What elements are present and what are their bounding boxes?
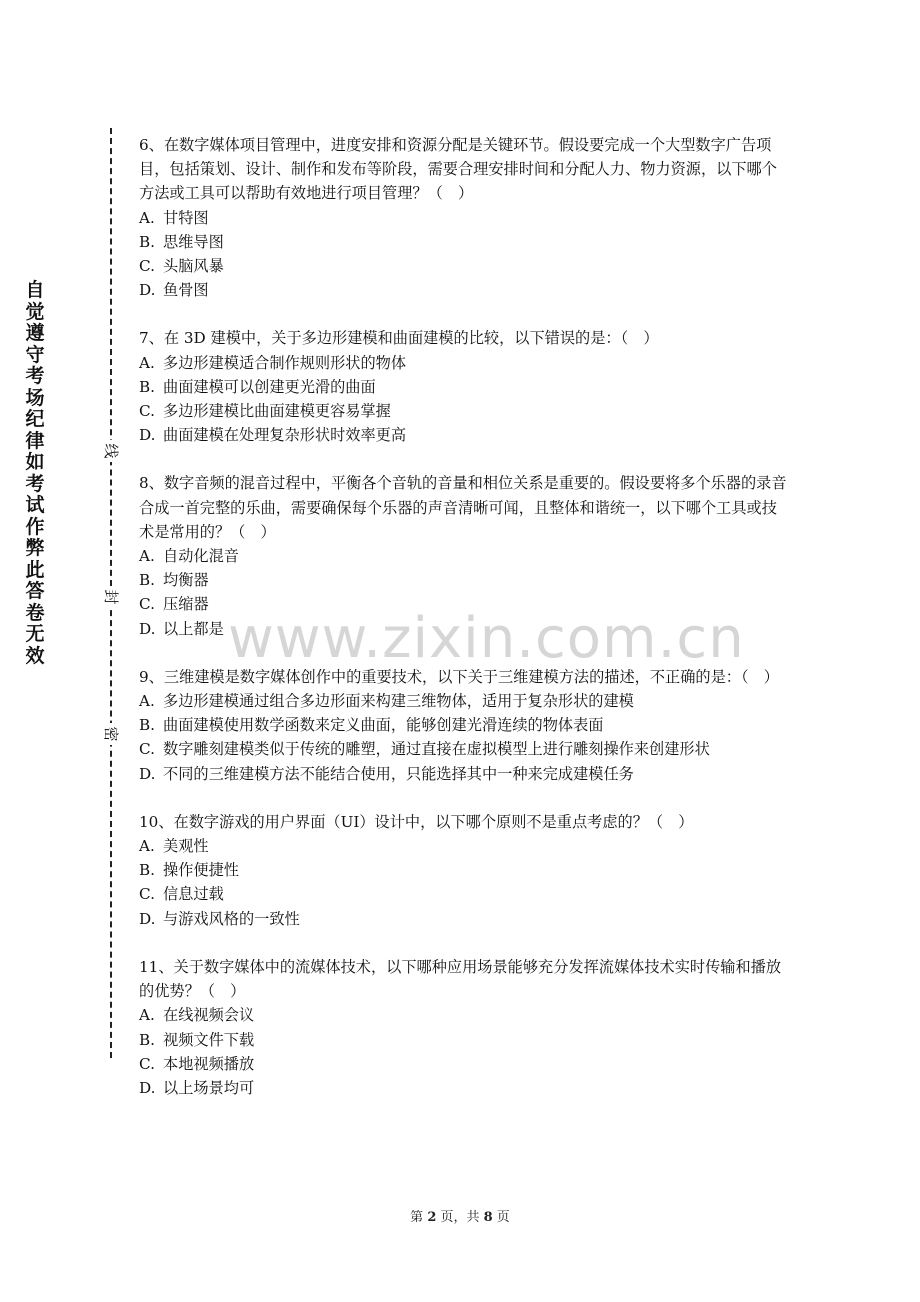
notice-char: 答 (25, 580, 45, 602)
answer-option (139, 858, 789, 882)
option-text: 压缩器 (163, 595, 209, 614)
option-text: 多边形建模通过组合多边形面来构建三维物体，适用于复杂形状的建模 (163, 692, 634, 711)
notice-char: 卷 (25, 601, 45, 624)
option-letter: D. (139, 426, 156, 445)
question-block (139, 471, 789, 640)
option-letter: A. (139, 692, 155, 711)
answer-option (139, 423, 789, 447)
answer-option (139, 762, 789, 786)
option-letter: B. (139, 571, 155, 590)
binding-mark-secret: 密 (100, 723, 122, 745)
option-letter: A. (139, 547, 155, 566)
notice-char: 效 (25, 644, 45, 667)
option-text: 多边形建模比曲面建模更容易掌握 (163, 402, 391, 421)
notice-char: 守 (25, 343, 45, 366)
notice-char: 考 (25, 365, 45, 387)
binding-mark-seal: 封 (100, 586, 122, 608)
question-stem: 11、关于数字媒体中的流媒体技术，以下哪种应用场景能够充分发挥流媒体技术实时传输和播放的优势？（ ） (139, 957, 782, 1001)
notice-char: 考 (25, 472, 45, 495)
answer-option (139, 689, 789, 713)
notice-char: 遵 (25, 322, 45, 344)
answer-option (139, 375, 789, 399)
option-letter: C. (139, 885, 155, 904)
answer-option (139, 617, 789, 641)
answer-option (139, 230, 789, 254)
option-text: 曲面建模在处理复杂形状时效率更高 (163, 426, 406, 445)
option-letter: A. (139, 1006, 155, 1025)
exam-discipline-notice (20, 280, 50, 667)
watermark: www.zixin.com.cn (228, 606, 745, 671)
option-text: 在线视频会议 (163, 1006, 255, 1025)
question-block (139, 665, 789, 786)
answer-option (139, 278, 789, 302)
option-letter: C. (139, 740, 155, 759)
answer-option (139, 399, 789, 423)
option-text: 头脑风暴 (163, 257, 224, 276)
option-text: 本地视频播放 (163, 1054, 255, 1073)
option-letter: D. (139, 909, 156, 928)
answer-option (139, 568, 789, 592)
option-text: 曲面建模使用数学函数来定义曲面，能够创建光滑连续的物体表面 (163, 716, 604, 735)
option-text: 操作便捷性 (163, 861, 239, 880)
binding-mark-line: 线 (100, 440, 122, 462)
answer-option (139, 592, 789, 616)
page-footer (0, 1206, 920, 1225)
option-letter: B. (139, 1030, 155, 1049)
option-text: 与游戏风格的一致性 (163, 909, 300, 928)
question-stem: 8、数字音频的混音过程中，平衡各个音轨的音量和相位关系是重要的。假设要将多个乐器的录音合成一首完整的乐曲，需要确保每个乐器的声音清晰可闻，且整体和谐统一，以下哪个工具或技术是常用的？（ ） (139, 474, 787, 541)
question-block (139, 810, 789, 931)
option-text: 曲面建模可以创建更光滑的曲面 (163, 377, 376, 396)
option-text: 视频文件下载 (163, 1030, 255, 1049)
question-stem: 7、在 3D 建模中，关于多边形建模和曲面建模的比较，以下错误的是：（ ） (139, 329, 659, 348)
option-text: 多边形建模适合制作规则形状的物体 (163, 353, 406, 372)
notice-char: 觉 (25, 300, 45, 323)
option-text: 数字雕刻建模类似于传统的雕塑，通过直接在虚拟模型上进行雕刻操作来创建形状 (163, 740, 710, 759)
question-block (139, 326, 789, 447)
question-stem: 6、在数字媒体项目管理中，进度安排和资源分配是关键环节。假设要完成一个大型数字广告项目，包括策划、设计、制作和发布等阶段，需要合理安排时间和分配人力、物力资源，以下哪个方法或工具可以帮助有效地进行项目管理？（ ） (139, 136, 777, 203)
notice-char: 律 (25, 429, 45, 452)
option-letter: B. (139, 716, 155, 735)
answer-option (139, 907, 789, 931)
answer-option (139, 737, 789, 761)
footer-suffix: 页 (492, 1210, 510, 1225)
option-letter: C. (139, 595, 155, 614)
option-text: 以上场景均可 (163, 1078, 255, 1097)
question-block (139, 955, 789, 1100)
option-text: 均衡器 (163, 571, 209, 590)
option-letter: C. (139, 1054, 155, 1073)
notice-char: 无 (25, 623, 45, 645)
answer-option (139, 834, 789, 858)
option-letter: B. (139, 377, 155, 396)
footer-page-number: 2 (427, 1210, 437, 1225)
notice-char: 如 (25, 451, 45, 473)
question-list (139, 133, 789, 1124)
answer-option (139, 713, 789, 737)
notice-char: 纪 (25, 408, 45, 430)
footer-prefix: 第 (410, 1210, 428, 1225)
option-text: 思维导图 (163, 232, 224, 251)
answer-option (139, 254, 789, 278)
option-letter: A. (139, 208, 155, 227)
option-letter: C. (139, 257, 155, 276)
answer-option (139, 1076, 789, 1100)
option-letter: D. (139, 619, 156, 638)
notice-char: 试 (25, 494, 45, 516)
notice-char: 场 (25, 386, 45, 409)
option-letter: A. (139, 353, 155, 372)
answer-option (139, 1052, 789, 1076)
answer-option (139, 1028, 789, 1052)
option-text: 信息过载 (163, 885, 224, 904)
notice-char: 自 (25, 279, 45, 301)
answer-option (139, 206, 789, 230)
option-letter: D. (139, 764, 156, 783)
notice-char: 弊 (25, 537, 45, 559)
question-stem: 9、三维建模是数字媒体创作中的重要技术，以下关于三维建模方法的描述，不正确的是：（ ） (139, 667, 779, 686)
option-text: 自动化混音 (163, 547, 239, 566)
answer-option (139, 882, 789, 906)
answer-option (139, 1003, 789, 1027)
option-letter: D. (139, 1078, 156, 1097)
option-text: 甘特图 (163, 208, 209, 227)
option-letter: A. (139, 837, 155, 856)
option-text: 鱼骨图 (163, 281, 209, 300)
option-letter: D. (139, 281, 156, 300)
option-text: 美观性 (163, 837, 209, 856)
option-text: 不同的三维建模方法不能结合使用，只能选择其中一种来完成建模任务 (163, 764, 634, 783)
footer-middle: 页，共 (436, 1210, 484, 1225)
question-block (139, 133, 789, 302)
answer-option (139, 351, 789, 375)
option-letter: B. (139, 861, 155, 880)
answer-option (139, 544, 789, 568)
option-text: 以上都是 (163, 619, 224, 638)
question-stem: 10、在数字游戏的用户界面（UI）设计中，以下哪个原则不是重点考虑的？（ ） (139, 812, 694, 831)
option-letter: C. (139, 402, 155, 421)
notice-char: 作 (25, 515, 45, 538)
notice-char: 此 (25, 558, 45, 581)
option-letter: B. (139, 232, 155, 251)
footer-total-pages: 8 (483, 1210, 493, 1225)
